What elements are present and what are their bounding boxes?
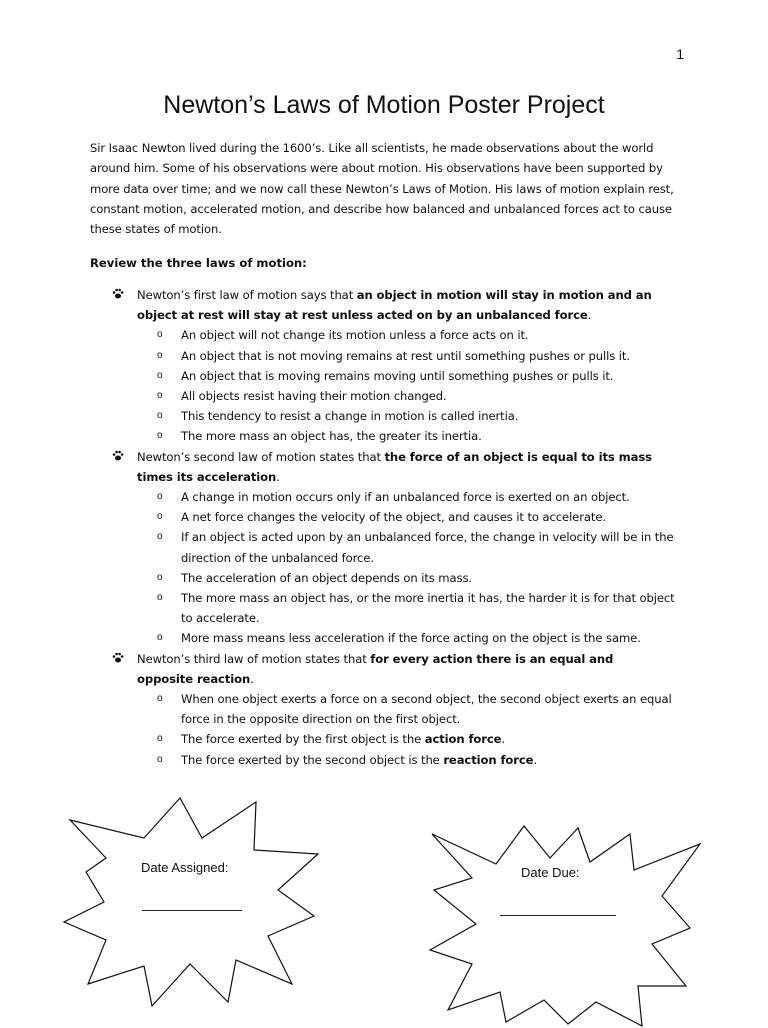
law-detail-item <box>157 588 677 628</box>
law-statement <box>137 447 657 487</box>
review-heading: Review the three laws of motion: <box>90 256 307 270</box>
date-due-label: Date Due: <box>521 865 580 880</box>
law-item <box>0 447 675 649</box>
law-item <box>0 649 672 770</box>
starburst-shape <box>428 824 704 1028</box>
detail-term: action force <box>424 732 502 747</box>
hollow-bullet-icon: o <box>157 733 163 745</box>
law-detail-item <box>157 406 677 426</box>
paw-print-icon <box>112 288 124 300</box>
detail-text: All objects resist having their motion changed. <box>181 389 447 404</box>
hollow-bullet-icon: o <box>157 511 163 523</box>
laws-list <box>0 285 768 770</box>
date-due-starburst <box>428 824 704 1028</box>
law-detail-item <box>157 527 677 567</box>
detail-text: An object that is not moving remains at rest until something pushes or pulls it. <box>181 348 630 363</box>
hollow-bullet-icon: o <box>157 349 163 361</box>
detail-text: A net force changes the velocity of the object, and causes it to accelerate. <box>181 510 606 525</box>
date-assigned-starburst <box>62 794 324 1008</box>
hollow-bullet-icon: o <box>157 632 163 644</box>
detail-text: The acceleration of an object depends on its mass. <box>181 570 472 585</box>
law-details-list <box>137 689 672 770</box>
law-detail-item <box>157 325 677 345</box>
law-tail-text: . <box>250 671 254 686</box>
law-detail-item <box>157 346 677 366</box>
detail-text: . <box>501 732 506 747</box>
detail-text: The force exerted by the first object is the <box>181 732 425 747</box>
detail-text: The force exerted by the second object is the <box>181 752 444 767</box>
hollow-bullet-icon: o <box>157 753 163 765</box>
hollow-bullet-icon: o <box>157 592 163 604</box>
page-number: 1 <box>676 46 684 62</box>
law-lead-text: Newton’s second law of motion states that <box>137 449 385 464</box>
law-detail-item <box>157 366 677 386</box>
law-detail-item <box>157 729 677 749</box>
date-assigned-label: Date Assigned: <box>141 860 229 875</box>
hollow-bullet-icon: o <box>157 369 163 381</box>
detail-text: More mass means less acceleration if the force acting on the object is the same. <box>181 631 641 646</box>
law-statement <box>137 285 657 325</box>
hollow-bullet-icon: o <box>157 531 163 543</box>
detail-text: An object will not change its motion unless a force acts on it. <box>181 328 529 343</box>
law-detail-item <box>157 628 677 648</box>
hollow-bullet-icon: o <box>157 491 163 503</box>
hollow-bullet-icon: o <box>157 329 163 341</box>
law-tail-text: . <box>276 469 280 484</box>
intro-paragraph: Sir Isaac Newton lived during the 1600’s. Like all scientists, he made observations about the world around him. Some of his observations were about motion. His observations have been supported by more data over time; and we now call these Newton’s Laws of Motion. His laws of motion explain rest, constant motion, accelerated motion, and describe how balanced and unbalanced forces act to cause these states of motion. <box>90 141 674 237</box>
date-assigned-blank[interactable] <box>142 910 242 911</box>
detail-text: When one object exerts a force on a second object, the second object exerts an equal force in the opposite direction on the first object. <box>181 692 672 727</box>
law-detail-item <box>157 750 677 770</box>
law-details-list <box>137 325 657 446</box>
detail-text: This tendency to resist a change in motion is called inertia. <box>181 409 519 424</box>
detail-text: An object that is moving remains moving until something pushes or pulls it. <box>181 368 614 383</box>
law-statement <box>137 649 657 689</box>
detail-text: A change in motion occurs only if an unbalanced force is exerted on an object. <box>181 490 630 505</box>
detail-text: The more mass an object has, the greater its inertia. <box>181 429 482 444</box>
law-detail-item <box>157 426 677 446</box>
detail-text: The more mass an object has, or the more inertia it has, the harder it is for that object to accelerate. <box>181 591 675 626</box>
law-detail-item <box>157 507 677 527</box>
law-lead-text: Newton’s third law of motion states that <box>137 651 371 666</box>
law-lead-text: Newton’s first law of motion says that <box>137 288 357 302</box>
date-due-blank[interactable] <box>500 915 616 916</box>
paw-print-icon <box>112 652 124 664</box>
hollow-bullet-icon: o <box>157 693 163 705</box>
law-detail-item <box>157 487 677 507</box>
hollow-bullet-icon: o <box>157 410 163 422</box>
law-detail-item <box>157 689 677 729</box>
law-detail-item <box>157 386 677 406</box>
hollow-bullet-icon: o <box>157 390 163 402</box>
law-item <box>0 285 657 447</box>
hollow-bullet-icon: o <box>157 571 163 583</box>
detail-text: . <box>533 752 538 767</box>
detail-text: If an object is acted upon by an unbalanced force, the change in velocity will be in the direction of the unbalanced force. <box>181 530 674 565</box>
law-tail-text: . <box>587 308 592 323</box>
detail-term: reaction force <box>443 752 534 767</box>
law-key-statement: the force of an object is equal to its mass times its acceleration <box>137 449 652 484</box>
page-title: Newton’s Laws of Motion Poster Project <box>163 91 605 119</box>
starburst-shape <box>62 794 324 1008</box>
law-details-list <box>137 487 675 649</box>
law-key-statement: for every action there is an equal and opposite reaction <box>137 651 614 686</box>
paw-print-icon <box>112 450 124 462</box>
law-key-statement: an object in motion will stay in motion and an object at rest will stay at rest unless acted on by an unbalanced force <box>137 288 652 323</box>
hollow-bullet-icon: o <box>157 430 163 442</box>
law-detail-item <box>157 568 677 588</box>
